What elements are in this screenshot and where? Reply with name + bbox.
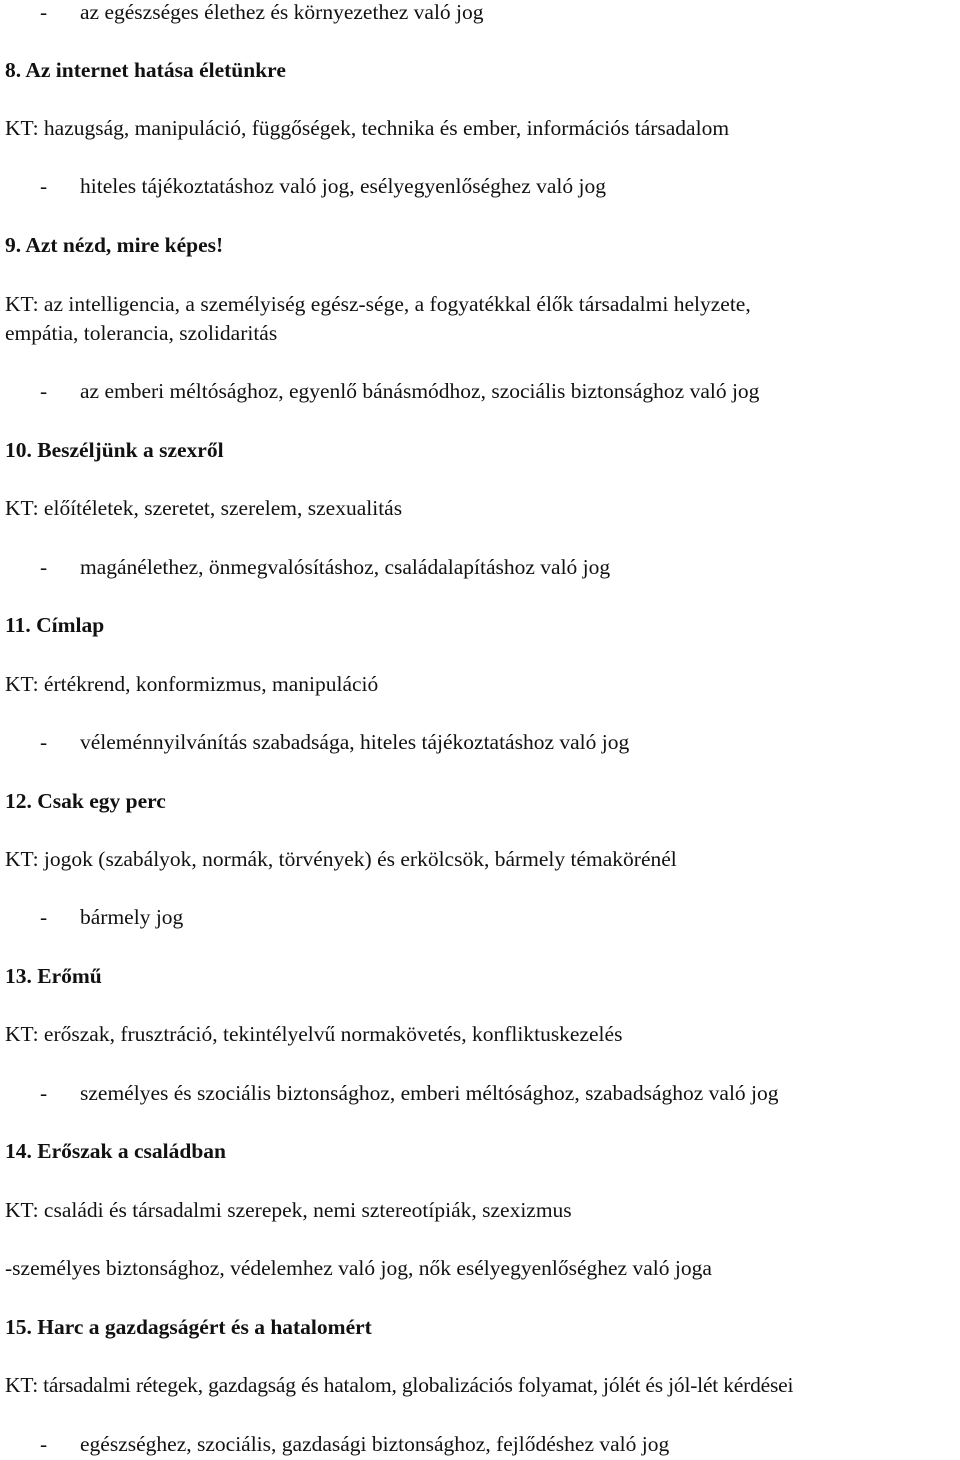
- section-heading-13: 13. Erőmű: [5, 964, 102, 988]
- right-item-text: az egészséges élethez és környezethez való jog: [80, 0, 484, 24]
- right-item-text: személyes és szociális biztonsághoz, emberi méltósághoz, szabadsághoz való jog: [80, 1081, 779, 1105]
- bullet-dash: -: [40, 1081, 48, 1105]
- right-item-text: magánélethez, önmegvalósításhoz, családalapításhoz való jog: [80, 555, 611, 579]
- key-topics-15: KT: társadalmi rétegek, gazdagság és hatalom, globalizációs folyamat, jólét és jól-lét kérdései: [5, 1373, 794, 1397]
- bullet-dash: -: [40, 174, 48, 198]
- key-topics-10: KT: előítéletek, szeretet, szerelem, szexualitás: [5, 496, 403, 520]
- section-heading-8: 8. Az internet hatása életünkre: [5, 58, 286, 82]
- bullet-dash: -: [40, 555, 48, 579]
- key-topics-8: KT: hazugság, manipuláció, függőségek, technika és ember, információs társadalom: [5, 116, 730, 140]
- bullet-dash: -: [40, 730, 48, 754]
- section-heading-12: 12. Csak egy perc: [5, 789, 166, 813]
- key-topics-9-line2: empátia, tolerancia, szolidaritás: [5, 321, 278, 345]
- key-topics-13: KT: erőszak, frusztráció, tekintélyelvű normakövetés, konfliktuskezelés: [5, 1022, 623, 1046]
- section-heading-9: 9. Azt nézd, mire képes!: [5, 233, 224, 257]
- section-heading-10: 10. Beszéljünk a szexről: [5, 438, 224, 462]
- right-item-text: véleménnyilvánítás szabadsága, hiteles tájékoztatáshoz való jog: [80, 730, 630, 754]
- right-item-text-14: -személyes biztonsághoz, védelemhez való jog, nők esélyegyenlőséghez való joga: [5, 1256, 712, 1280]
- bullet-dash: -: [40, 905, 48, 929]
- section-heading-15: 15. Harc a gazdagságért és a hatalomért: [5, 1315, 372, 1339]
- right-item-text: hiteles tájékoztatáshoz való jog, esélyegyenlőséghez való jog: [80, 174, 606, 198]
- bullet-dash: -: [40, 0, 48, 24]
- bullet-dash: -: [40, 1432, 48, 1456]
- right-item-text: bármely jog: [80, 905, 184, 929]
- bullet-dash: -: [40, 379, 48, 403]
- key-topics-11: KT: értékrend, konformizmus, manipuláció: [5, 672, 379, 696]
- section-heading-14: 14. Erőszak a családban: [5, 1139, 227, 1163]
- key-topics-12: KT: jogok (szabályok, normák, törvények) és erkölcsök, bármely témakörénél: [5, 847, 677, 871]
- right-item-text: egészséghez, szociális, gazdasági biztonsághoz, fejlődéshez való jog: [80, 1432, 670, 1456]
- key-topics-9-line1: KT: az intelligencia, a személyiség egész-sége, a fogyatékkal élők társadalmi helyzete,: [5, 292, 751, 316]
- right-item-text: az emberi méltósághoz, egyenlő bánásmódhoz, szociális biztonsághoz való jog: [80, 379, 760, 403]
- section-heading-11: 11. Címlap: [5, 613, 105, 637]
- key-topics-14: KT: családi és társadalmi szerepek, nemi sztereotípiák, szexizmus: [5, 1198, 572, 1222]
